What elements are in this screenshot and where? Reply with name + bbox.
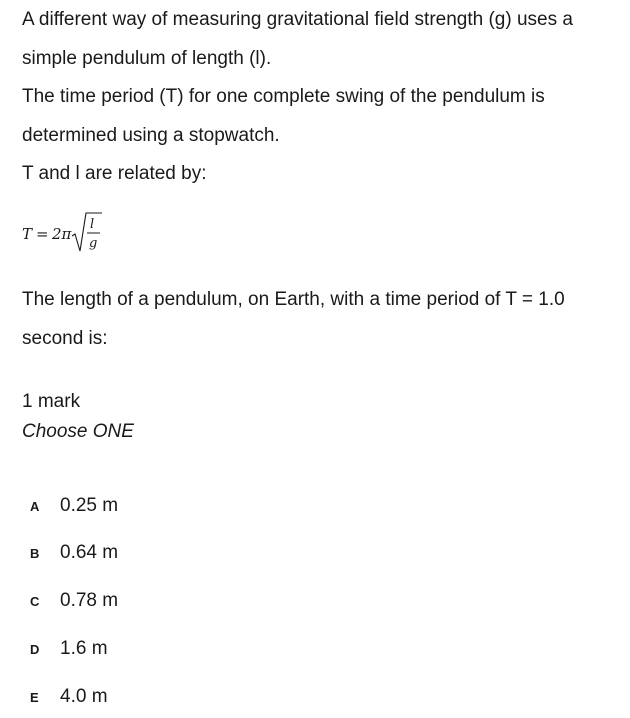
option-text: 0.78 m <box>60 590 119 611</box>
option-b[interactable] <box>22 536 118 570</box>
question-paragraph-3: T and l are related by: <box>22 163 207 184</box>
option-letter: C <box>30 593 40 609</box>
formula-graphic <box>22 205 132 261</box>
question-paragraph-4: The length of a pendulum, on Earth, with a time period of T = 1.0 second is: <box>22 289 565 349</box>
option-letter: B <box>30 545 40 561</box>
formula-numerator: l <box>90 217 95 232</box>
instruction-label: Choose ONE <box>22 421 134 442</box>
formula-coefficient: 2π <box>52 225 72 243</box>
option-letter: E <box>30 689 39 705</box>
marks-label: 1 mark <box>22 391 81 412</box>
option-text: 4.0 m <box>60 686 108 707</box>
question-paragraph-2: The time period (T) for one complete swing of the pendulum is determined using a stopwatch. <box>22 86 545 146</box>
option-text: 0.25 m <box>60 495 119 516</box>
pendulum-formula <box>22 205 132 261</box>
option-c[interactable] <box>22 584 118 618</box>
option-letter: D <box>30 641 40 657</box>
radical-sign <box>72 213 102 251</box>
question-paragraph-1: A different way of measuring gravitational field strength (g) uses a simple pendulum of length (l). <box>22 9 573 69</box>
option-e[interactable] <box>22 680 108 714</box>
formula-equals: = <box>36 225 49 243</box>
formula-denominator: g <box>89 236 98 251</box>
formula-lhs: T <box>22 225 33 243</box>
option-d[interactable] <box>22 632 108 666</box>
option-a[interactable] <box>22 489 118 523</box>
option-text: 1.6 m <box>60 638 108 659</box>
option-letter: A <box>30 498 40 514</box>
option-text: 0.64 m <box>60 542 119 563</box>
